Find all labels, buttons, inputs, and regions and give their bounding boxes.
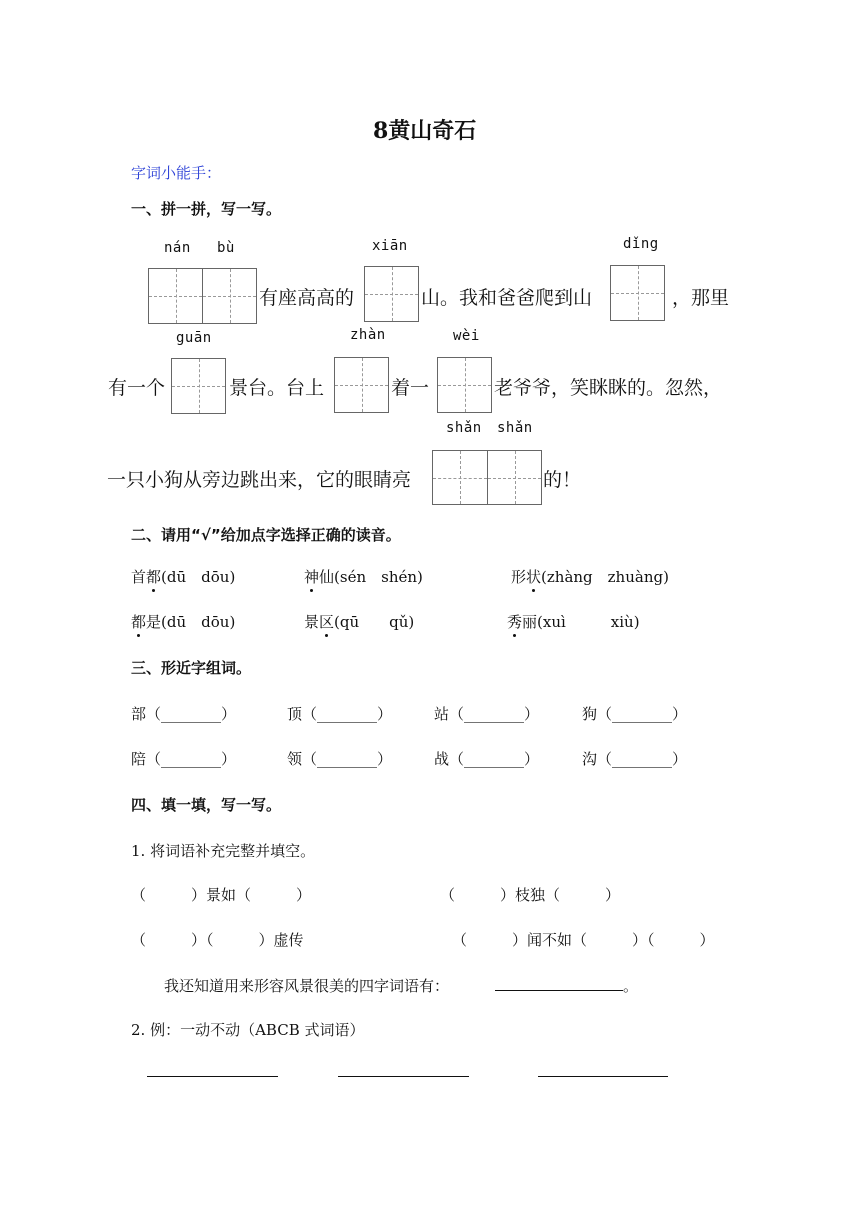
text-line2c: 着一 [391, 377, 430, 399]
answer-line[interactable] [538, 1062, 668, 1077]
writing-grid[interactable] [432, 450, 488, 505]
pinyin-wei: wèi [453, 328, 480, 344]
word-blank[interactable]: 陪（________） [131, 750, 237, 768]
reading-item[interactable]: 神仙(sén shén) [304, 568, 423, 586]
answer-line[interactable] [338, 1062, 469, 1077]
reading-item[interactable]: 首都(dū dōu) [131, 568, 236, 586]
pinyin-ding: dǐng [623, 236, 659, 252]
question-1: 1. 将词语补充完整并填空。 [131, 842, 316, 860]
pinyin-shan1: shǎn [446, 420, 482, 436]
writing-grid[interactable] [171, 358, 226, 414]
pinyin-xian: xiān [372, 238, 408, 254]
section2-heading: 二、请用“√”给加点字选择正确的读音。 [131, 526, 401, 544]
word-blank[interactable]: 站（________） [434, 705, 540, 723]
section1-heading: 一、拼一拼，写一写。 [131, 200, 282, 218]
idiom-blank[interactable]: （ ）枝独（ ） [440, 886, 621, 904]
word-blank[interactable]: 战（________） [434, 750, 540, 768]
word-blank[interactable]: 沟（________） [582, 750, 688, 768]
reading-item[interactable]: 景区(qū qǔ) [304, 613, 415, 631]
text-line1c: ，那里 [672, 287, 730, 309]
writing-grid[interactable] [487, 450, 542, 505]
answer-line[interactable] [147, 1062, 278, 1077]
section3-heading: 三、形近字组词。 [131, 659, 252, 677]
word-blank[interactable]: 狗（________） [582, 705, 688, 723]
writing-grid[interactable] [364, 266, 419, 322]
word-blank[interactable]: 领（________） [287, 750, 393, 768]
question-2: 2. 例：一动不动（ABCB 式词语） [131, 1021, 365, 1039]
idiom-blank[interactable]: （ ）景如（ ） [131, 886, 312, 904]
pinyin-bu: bù [217, 240, 235, 256]
pinyin-zhan: zhàn [350, 327, 386, 343]
know-end: 。 [623, 977, 639, 995]
idiom-blank[interactable]: （ ）闻不如（ ）（ ） [452, 931, 715, 949]
idiom-blank[interactable]: （ ）（ ）虚传 [131, 931, 304, 949]
pinyin-guan: guān [176, 330, 212, 346]
writing-grid[interactable] [148, 268, 203, 324]
reading-item[interactable]: 都是(dū dōu) [131, 613, 236, 631]
text-line2b: 景台。台上 [229, 377, 325, 399]
text-line2d: 老爷爷，笑眯眯的。忽然， [494, 377, 723, 399]
text-line3a: 一只小狗从旁边跳出来，它的眼睛亮 [107, 469, 412, 491]
text-line1a: 有座高高的 [259, 287, 355, 309]
reading-item[interactable]: 形状(zhàng zhuàng) [511, 568, 669, 586]
text-line1b: 山。我和爸爸爬到山 [421, 287, 593, 309]
pinyin-shan2: shǎn [497, 420, 533, 436]
section4-heading: 四、填一填，写一写。 [131, 796, 282, 814]
text-line2a: 有一个 [108, 377, 166, 399]
writing-grid[interactable] [610, 265, 665, 321]
know-text: 我还知道用来形容风景很美的四字词语有： [164, 977, 450, 995]
word-blank[interactable]: 顶（________） [287, 705, 393, 723]
page-title: 8黄山奇石 [373, 118, 477, 144]
subtitle: 字词小能手： [131, 164, 222, 182]
text-line3b: 的！ [543, 469, 582, 491]
pinyin-nan: nán [164, 240, 191, 256]
word-blank[interactable]: 部（________） [131, 705, 237, 723]
writing-grid[interactable] [334, 357, 389, 413]
answer-line[interactable] [495, 974, 623, 991]
writing-grid[interactable] [437, 357, 492, 413]
reading-item[interactable]: 秀丽(xuì xiù) [507, 613, 640, 631]
writing-grid[interactable] [202, 268, 257, 324]
